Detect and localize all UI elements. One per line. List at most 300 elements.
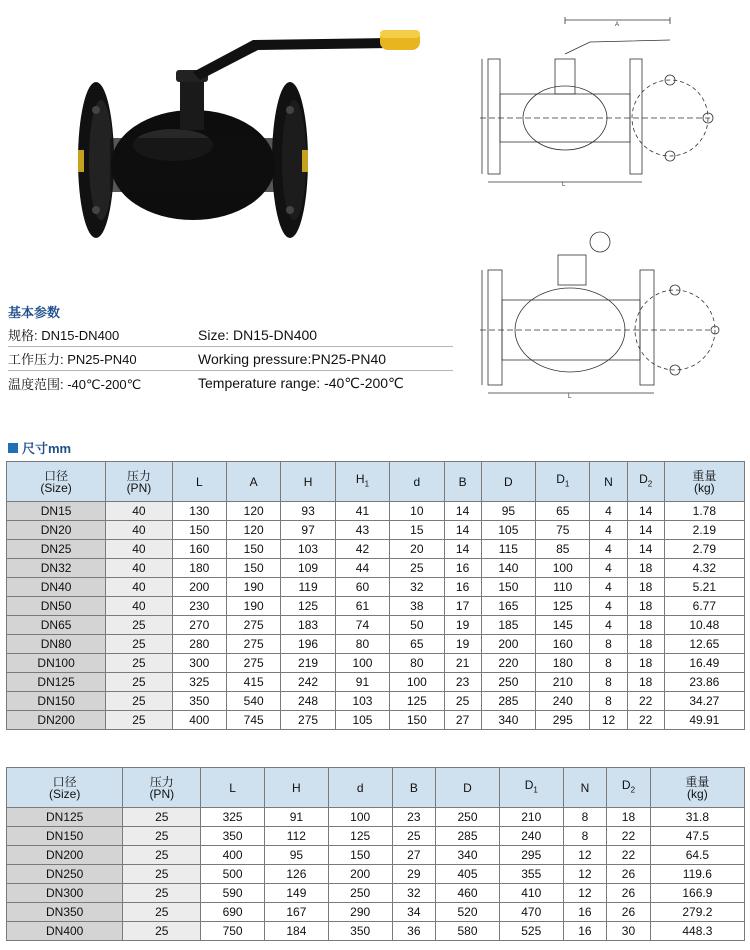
table-cell: 22 — [607, 846, 651, 865]
table-cell: 25 — [123, 865, 201, 884]
table-cell: 40 — [106, 521, 172, 540]
table-cell: 590 — [201, 884, 265, 903]
table-cell: 165 — [481, 597, 535, 616]
table-cell: 295 — [499, 846, 563, 865]
table-cell: 410 — [499, 884, 563, 903]
column-header: N — [590, 462, 627, 502]
table-cell: 350 — [328, 922, 392, 941]
table-cell: 285 — [481, 692, 535, 711]
param-row-temperature — [8, 371, 453, 395]
table-row — [7, 922, 745, 941]
table-cell: 50 — [390, 616, 444, 635]
column-header: 口径 (Size) — [7, 462, 106, 502]
table-cell: 14 — [627, 540, 664, 559]
table-cell: 180 — [172, 559, 226, 578]
table-cell: 26 — [607, 865, 651, 884]
table-cell: 103 — [335, 692, 389, 711]
table-row — [7, 808, 745, 827]
table-cell: 4 — [590, 502, 627, 521]
column-header: $D_1$ — [536, 462, 590, 502]
table-cell: 14 — [444, 540, 481, 559]
table-cell: 275 — [226, 616, 280, 635]
table-cell: 25 — [390, 559, 444, 578]
table-cell: 22 — [607, 827, 651, 846]
table-cell: DN25 — [7, 540, 106, 559]
column-header: $D_1$ — [499, 768, 563, 808]
table-cell: 355 — [499, 865, 563, 884]
table-cell: 325 — [172, 673, 226, 692]
valve-drawing-gear — [470, 230, 720, 400]
table-row — [7, 846, 745, 865]
table-cell: 25 — [123, 827, 201, 846]
table-cell: 4.32 — [664, 559, 744, 578]
table-cell: 16 — [444, 559, 481, 578]
table-cell: 18 — [627, 559, 664, 578]
table-cell: 219 — [281, 654, 335, 673]
table-cell: DN32 — [7, 559, 106, 578]
column-header: B — [392, 768, 436, 808]
column-header: d — [390, 462, 444, 502]
table-cell: 42 — [335, 540, 389, 559]
table-cell: 25 — [106, 654, 172, 673]
table-cell: DN80 — [7, 635, 106, 654]
table-cell: 15 — [390, 521, 444, 540]
table-cell: 40 — [106, 559, 172, 578]
param-pressure-en: Working pressure:PN25-PN40 — [198, 350, 387, 367]
table-cell: 126 — [264, 865, 328, 884]
table-cell: 150 — [226, 559, 280, 578]
table-cell: 4 — [590, 578, 627, 597]
table-cell: 18 — [627, 578, 664, 597]
table-cell: 8 — [590, 635, 627, 654]
table-cell: 95 — [481, 502, 535, 521]
table-cell: 125 — [281, 597, 335, 616]
table-cell: 22 — [627, 711, 664, 730]
table-cell: 26 — [607, 884, 651, 903]
table-cell: 8 — [590, 654, 627, 673]
table-cell: 60 — [335, 578, 389, 597]
table-cell: 34 — [392, 903, 436, 922]
table-cell: 125 — [536, 597, 590, 616]
table-row — [7, 865, 745, 884]
param-row-size — [8, 323, 453, 347]
column-header: A — [226, 462, 280, 502]
table-cell: 1.78 — [664, 502, 744, 521]
dimensions-title-text: 尺寸mm — [22, 441, 72, 456]
table-row — [7, 903, 745, 922]
table-cell: 25 — [123, 846, 201, 865]
column-header: D — [436, 768, 500, 808]
table-cell: 183 — [281, 616, 335, 635]
table-cell: 40 — [106, 502, 172, 521]
table-cell: 38 — [390, 597, 444, 616]
table-cell: 230 — [172, 597, 226, 616]
table-cell: 275 — [226, 635, 280, 654]
table-cell: 109 — [281, 559, 335, 578]
table-cell: 690 — [201, 903, 265, 922]
table-cell: 31.8 — [650, 808, 744, 827]
table-cell: 210 — [499, 808, 563, 827]
table-cell: 80 — [335, 635, 389, 654]
table-cell: DN100 — [7, 654, 106, 673]
table-cell: DN150 — [7, 692, 106, 711]
column-header: d — [328, 768, 392, 808]
table-cell: 26 — [607, 903, 651, 922]
table-cell: 23 — [444, 673, 481, 692]
table-cell: 74 — [335, 616, 389, 635]
table-cell: 49.91 — [664, 711, 744, 730]
table-cell: 18 — [607, 808, 651, 827]
table-cell: 520 — [436, 903, 500, 922]
table-row — [7, 635, 745, 654]
table-cell: 470 — [499, 903, 563, 922]
table-cell: 95 — [264, 846, 328, 865]
svg-text:L: L — [562, 182, 566, 188]
table-cell: 4 — [590, 597, 627, 616]
table-cell: 25 — [106, 673, 172, 692]
table-cell: 279.2 — [650, 903, 744, 922]
table-cell: 4 — [590, 559, 627, 578]
table-cell: 350 — [172, 692, 226, 711]
table-cell: 8 — [563, 808, 607, 827]
table-cell: 405 — [436, 865, 500, 884]
table-cell: 750 — [201, 922, 265, 941]
table-cell: 240 — [499, 827, 563, 846]
table-row — [7, 559, 745, 578]
table-cell: 240 — [536, 692, 590, 711]
column-header: 口径 (Size) — [7, 768, 123, 808]
table-cell: DN400 — [7, 922, 123, 941]
table-cell: 16 — [563, 903, 607, 922]
param-size-en: Size: DN15-DN400 — [198, 326, 318, 343]
table-cell: 18 — [627, 673, 664, 692]
table-cell: 525 — [499, 922, 563, 941]
table-cell: 91 — [335, 673, 389, 692]
table-cell: 25 — [106, 635, 172, 654]
table-header-row — [7, 462, 745, 502]
table-cell: DN50 — [7, 597, 106, 616]
table-cell: 2.19 — [664, 521, 744, 540]
table-cell: 18 — [627, 597, 664, 616]
table-cell: DN40 — [7, 578, 106, 597]
ball-valve-photo — [68, 20, 428, 250]
table-cell: 100 — [328, 808, 392, 827]
table-cell: 65 — [536, 502, 590, 521]
table-row — [7, 711, 745, 730]
column-header: L — [172, 462, 226, 502]
table-cell: 540 — [226, 692, 280, 711]
table-cell: 325 — [201, 808, 265, 827]
table-cell: 105 — [481, 521, 535, 540]
table-cell: DN125 — [7, 808, 123, 827]
table-cell: 93 — [281, 502, 335, 521]
svg-text:L: L — [568, 394, 572, 400]
table-cell: 290 — [328, 903, 392, 922]
table-row — [7, 502, 745, 521]
table-cell: 16.49 — [664, 654, 744, 673]
table-cell: 14 — [444, 502, 481, 521]
param-temp-cn: 温度范围: -40℃-200℃ — [8, 376, 142, 392]
table-cell: 85 — [536, 540, 590, 559]
table-cell: 242 — [281, 673, 335, 692]
square-bullet-icon — [8, 443, 18, 453]
table-cell: 125 — [328, 827, 392, 846]
param-row-pressure — [8, 347, 453, 371]
table-cell: 130 — [172, 502, 226, 521]
table-cell: 4 — [590, 540, 627, 559]
table-cell: 270 — [172, 616, 226, 635]
table-cell: 12 — [590, 711, 627, 730]
params-title: 基本参数 — [8, 305, 61, 320]
table-cell: 5.21 — [664, 578, 744, 597]
param-pressure-cn: 工作压力: PN25-PN40 — [8, 352, 137, 367]
table-cell: DN150 — [7, 827, 123, 846]
table-cell: 200 — [328, 865, 392, 884]
table-header-row — [7, 768, 745, 808]
table-cell: 14 — [444, 521, 481, 540]
table-cell: 34.27 — [664, 692, 744, 711]
table-cell: 61 — [335, 597, 389, 616]
table-cell: 10 — [390, 502, 444, 521]
param-size-cn: 规格: DN15-DN400 — [8, 328, 120, 343]
table-cell: 30 — [607, 922, 651, 941]
table-cell: 97 — [281, 521, 335, 540]
table-cell: 25 — [444, 692, 481, 711]
table-cell: 150 — [390, 711, 444, 730]
table-cell: 23.86 — [664, 673, 744, 692]
table-cell: 280 — [172, 635, 226, 654]
table-cell: 340 — [436, 846, 500, 865]
column-header: 压力 (PN) — [106, 462, 172, 502]
table-cell: DN125 — [7, 673, 106, 692]
table-row — [7, 521, 745, 540]
table-cell: 250 — [328, 884, 392, 903]
dimension-table-1 — [6, 461, 745, 730]
table-cell: DN350 — [7, 903, 123, 922]
table-cell: 460 — [436, 884, 500, 903]
table-cell: 110 — [536, 578, 590, 597]
table-cell: DN300 — [7, 884, 123, 903]
table-cell: 200 — [481, 635, 535, 654]
column-header: 重量 (kg) — [664, 462, 744, 502]
table-row — [7, 578, 745, 597]
table-cell: 12 — [563, 846, 607, 865]
table-cell: 18 — [627, 616, 664, 635]
column-header: $D_2$ — [607, 768, 651, 808]
table-cell: 150 — [172, 521, 226, 540]
table-cell: DN250 — [7, 865, 123, 884]
table-cell: 21 — [444, 654, 481, 673]
table-cell: 448.3 — [650, 922, 744, 941]
table-cell: 145 — [536, 616, 590, 635]
table-cell: 160 — [172, 540, 226, 559]
table-cell: 250 — [436, 808, 500, 827]
table-row — [7, 692, 745, 711]
table-cell: 91 — [264, 808, 328, 827]
table-cell: 180 — [536, 654, 590, 673]
table-cell: 295 — [536, 711, 590, 730]
table-cell: 150 — [481, 578, 535, 597]
table-cell: 4 — [590, 521, 627, 540]
table-cell: 18 — [627, 635, 664, 654]
table-cell: 12 — [563, 884, 607, 903]
table-cell: 80 — [390, 654, 444, 673]
column-header: N — [563, 768, 607, 808]
table-cell: 19 — [444, 635, 481, 654]
table-cell: 6.77 — [664, 597, 744, 616]
table-cell: 275 — [281, 711, 335, 730]
table-cell: 44 — [335, 559, 389, 578]
table-cell: 64.5 — [650, 846, 744, 865]
table-cell: 27 — [392, 846, 436, 865]
table-cell: DN65 — [7, 616, 106, 635]
table-cell: 745 — [226, 711, 280, 730]
table-cell: 220 — [481, 654, 535, 673]
table-cell: 119.6 — [650, 865, 744, 884]
table-cell: 103 — [281, 540, 335, 559]
svg-text:A: A — [615, 22, 620, 28]
table-cell: 10.48 — [664, 616, 744, 635]
column-header: D — [481, 462, 535, 502]
table-cell: 25 — [123, 922, 201, 941]
column-header: $H_1$ — [335, 462, 389, 502]
column-header: H — [281, 462, 335, 502]
table-cell: 25 — [123, 884, 201, 903]
table-row — [7, 540, 745, 559]
table-cell: 32 — [390, 578, 444, 597]
table-cell: 120 — [226, 521, 280, 540]
table-cell: 100 — [390, 673, 444, 692]
table-cell: 8 — [590, 673, 627, 692]
table-cell: 40 — [106, 540, 172, 559]
param-temp-en: Temperature range: -40℃-200℃ — [198, 374, 404, 391]
table-cell: 120 — [226, 502, 280, 521]
table-cell: 415 — [226, 673, 280, 692]
table-cell: 40 — [106, 597, 172, 616]
table-cell: 160 — [536, 635, 590, 654]
table-cell: 300 — [172, 654, 226, 673]
dimensions-title — [8, 438, 71, 457]
table-row — [7, 597, 745, 616]
table-row — [7, 827, 745, 846]
table-cell: 25 — [106, 616, 172, 635]
table-cell: 75 — [536, 521, 590, 540]
table-cell: 41 — [335, 502, 389, 521]
table-cell: 47.5 — [650, 827, 744, 846]
table-cell: 4 — [590, 616, 627, 635]
table-cell: 19 — [444, 616, 481, 635]
table-cell: 43 — [335, 521, 389, 540]
table-cell: 17 — [444, 597, 481, 616]
column-header: $D_2$ — [627, 462, 664, 502]
table-cell: 149 — [264, 884, 328, 903]
column-header: H — [264, 768, 328, 808]
table-cell: 14 — [627, 521, 664, 540]
table-cell: 196 — [281, 635, 335, 654]
table-cell: 16 — [563, 922, 607, 941]
table-cell: DN15 — [7, 502, 106, 521]
table-cell: 12.65 — [664, 635, 744, 654]
table-cell: 190 — [226, 597, 280, 616]
table-cell: 200 — [172, 578, 226, 597]
table-cell: 27 — [444, 711, 481, 730]
table-row — [7, 654, 745, 673]
table-cell: 65 — [390, 635, 444, 654]
table-cell: 29 — [392, 865, 436, 884]
table-cell: 25 — [106, 692, 172, 711]
table-row — [7, 884, 745, 903]
table-cell: 36 — [392, 922, 436, 941]
table-cell: 150 — [226, 540, 280, 559]
table-cell: 115 — [481, 540, 535, 559]
table-cell: 8 — [563, 827, 607, 846]
table-cell: 140 — [481, 559, 535, 578]
table-cell: 25 — [106, 711, 172, 730]
table-cell: 112 — [264, 827, 328, 846]
dimension-table-2 — [6, 767, 745, 941]
table-cell: 185 — [481, 616, 535, 635]
table-cell: 25 — [392, 827, 436, 846]
table-cell: 275 — [226, 654, 280, 673]
table-cell: 8 — [590, 692, 627, 711]
column-header: 压力 (PN) — [123, 768, 201, 808]
table-cell: 23 — [392, 808, 436, 827]
table-cell: 210 — [536, 673, 590, 692]
column-header: 重量 (kg) — [650, 768, 744, 808]
column-header: B — [444, 462, 481, 502]
table-cell: 25 — [123, 903, 201, 922]
table-row — [7, 616, 745, 635]
table-cell: 400 — [201, 846, 265, 865]
table-cell: DN200 — [7, 846, 123, 865]
table-cell: 100 — [335, 654, 389, 673]
table-cell: 285 — [436, 827, 500, 846]
table-cell: 400 — [172, 711, 226, 730]
table-cell: 25 — [123, 808, 201, 827]
params-table — [8, 323, 453, 395]
table-cell: 119 — [281, 578, 335, 597]
table-cell: 22 — [627, 692, 664, 711]
table-cell: DN20 — [7, 521, 106, 540]
table-cell: 125 — [390, 692, 444, 711]
table-cell: 12 — [563, 865, 607, 884]
table-cell: 580 — [436, 922, 500, 941]
column-header: L — [201, 768, 265, 808]
table-cell: 250 — [481, 673, 535, 692]
table-cell: 40 — [106, 578, 172, 597]
table-cell: 100 — [536, 559, 590, 578]
table-cell: 166.9 — [650, 884, 744, 903]
table-cell: 14 — [627, 502, 664, 521]
table-cell: 500 — [201, 865, 265, 884]
table-cell: DN200 — [7, 711, 106, 730]
table-cell: 150 — [328, 846, 392, 865]
table-cell: 20 — [390, 540, 444, 559]
table-cell: 2.79 — [664, 540, 744, 559]
table-cell: 190 — [226, 578, 280, 597]
table-cell: 18 — [627, 654, 664, 673]
table-cell: 340 — [481, 711, 535, 730]
table-cell: 32 — [392, 884, 436, 903]
table-cell: 248 — [281, 692, 335, 711]
table-cell: 350 — [201, 827, 265, 846]
table-row — [7, 673, 745, 692]
table-cell: 184 — [264, 922, 328, 941]
table-cell: 16 — [444, 578, 481, 597]
table-cell: 167 — [264, 903, 328, 922]
table-cell: 105 — [335, 711, 389, 730]
valve-drawing-handle — [470, 14, 720, 189]
